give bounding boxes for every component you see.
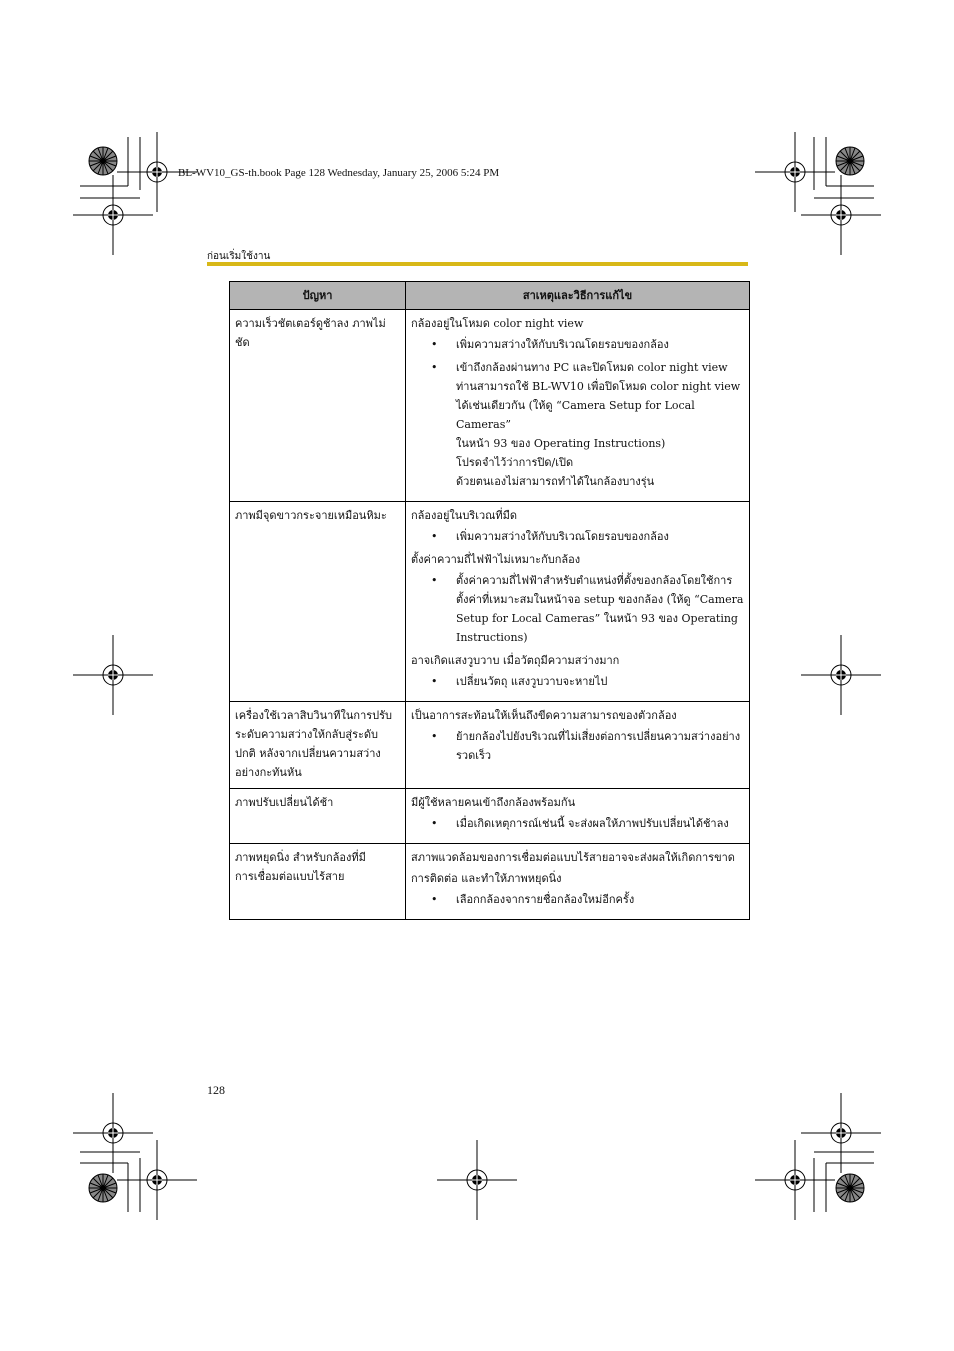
crosshair-icon — [801, 175, 881, 255]
cause-text: กล้องอยู่ในโหมด color night view — [411, 317, 584, 330]
fix-list — [411, 672, 744, 691]
crosshair-icon — [801, 1093, 881, 1173]
fix-text-line: เพิ่มความสว่างให้กับบริเวณโดยรอบของกล้อง — [456, 530, 669, 543]
cause-text: มีผู้ใช้หลายคนเข้าถึงกล้องพร้อมกัน — [411, 796, 576, 809]
solution-cell — [406, 310, 750, 502]
fix-text-line: เข้าถึงกล้องผ่านทาง PC และปิดโหมด color night view — [456, 361, 728, 374]
crosshair-icon — [73, 1093, 153, 1173]
problem-text: ภาพปรับเปลี่ยนได้ช้า — [235, 796, 334, 809]
cause-text: อาจเกิดแสงวูบวาบ เมื่อวัตถุมีความสว่างมาก — [411, 654, 620, 667]
page-number: 128 — [207, 1083, 225, 1097]
list-item — [411, 571, 744, 647]
problem-text-line: ระดับความสว่างให้กลับสู่ระดับ — [235, 728, 379, 741]
list-item — [411, 727, 744, 765]
fix-text-line: เมื่อเกิดเหตุการณ์เช่นนี้ จะส่งผลให้ภาพปรับเปลี่ยนได้ช้าลง — [456, 817, 729, 830]
bullet-icon: • — [431, 574, 438, 587]
problem-text-line: เครื่องใช้เวลาสิบวินาทีในการปรับ — [235, 709, 393, 722]
crosshair-icon — [437, 1140, 517, 1220]
problem-cell — [230, 844, 406, 920]
fix-text-line: ได้เช่นเดียวกัน (ให้ดู “Camera Setup for Local Cameras” — [456, 399, 695, 431]
star-target-icon — [836, 1174, 864, 1202]
bullet-icon: • — [431, 675, 438, 688]
table-row — [230, 310, 750, 502]
list-item — [411, 672, 744, 691]
table-header-row — [230, 282, 750, 310]
bullet-icon: • — [431, 730, 438, 743]
problem-text: ความเร็วชัตเตอร์ดูช้าลง ภาพไม่ชัด — [235, 317, 386, 349]
fix-text-line: ด้วยตนเองไม่สามารถทำได้ในกล้องบางรุ่น — [456, 475, 655, 488]
fix-text-line: Setup for Local Cameras” ในหน้า 93 ของ Operating — [456, 612, 738, 625]
print-info: BL-WV10_GS-th.book Page 128 Wednesday, January 25, 2006 5:24 PM — [178, 167, 500, 179]
fix-text-line: ตั้งค่าความถี่ไฟฟ้าสำหรับตำแหน่งที่ตั้งของกล้องโดยใช้การ — [456, 574, 733, 587]
bullet-icon: • — [431, 817, 438, 830]
column-header-solution: สาเหตุและวิธีการแก้ไข — [406, 282, 750, 310]
crosshair-icon — [73, 175, 153, 255]
list-item — [411, 814, 744, 833]
cause-text: ตั้งค่าความถี่ไฟฟ้าไม่เหมาะกับกล้อง — [411, 553, 581, 566]
fix-text-line: รวดเร็ว — [456, 749, 492, 762]
table-row — [230, 502, 750, 702]
list-item — [411, 890, 744, 909]
fix-list — [411, 727, 744, 765]
problem-text-line: ภาพหยุดนิ่ง สำหรับกล้องที่มี — [235, 851, 366, 864]
fix-list — [411, 335, 744, 491]
problem-text-line: การเชื่อมต่อแบบไร้สาย — [235, 870, 345, 883]
fix-list — [411, 571, 744, 647]
cause-text: สภาพแวดล้อมของการเชื่อมต่อแบบไร้สายอาจจะส่งผลให้เกิดการขาด — [411, 851, 735, 864]
solution-cell — [406, 502, 750, 702]
fix-text-line: ตั้งค่าที่เหมาะสมในหน้าจอ setup ของกล้อง (ให้ดู “Camera — [456, 593, 744, 606]
list-item — [411, 335, 744, 354]
fix-text-line: เปลี่ยนวัตถุ แสงวูบวาบจะหายไป — [456, 675, 608, 688]
problem-text: ภาพมีจุดขาวกระจายเหมือนหิมะ — [235, 509, 387, 522]
table-row — [230, 702, 750, 789]
fix-list — [411, 814, 744, 833]
fix-text-line: ในหน้า 93 ของ Operating Instructions) — [456, 437, 666, 450]
table-row — [230, 789, 750, 844]
table-row — [230, 844, 750, 920]
cause-text: กล้องอยู่ในบริเวณที่มืด — [411, 509, 517, 522]
bullet-icon: • — [431, 893, 438, 906]
crosshair-icon — [755, 132, 835, 212]
fix-text-line: ย้ายกล้องไปยังบริเวณที่ไม่เสี่ยงต่อการเปลี่ยนความสว่างอย่าง — [456, 730, 741, 743]
section-label: ก่อนเริ่มใช้งาน — [207, 251, 271, 262]
problem-text-line: ปกติ หลังจากเปลี่ยนความสว่าง — [235, 747, 381, 760]
solution-cell — [406, 844, 750, 920]
header-rule — [207, 262, 748, 266]
crosshair-icon — [73, 635, 153, 715]
star-target-icon — [89, 1174, 117, 1202]
problem-cell — [230, 502, 406, 702]
column-header-problem: ปัญหา — [230, 282, 406, 310]
fix-text-line: เลือกกล้องจากรายชื่อกล้องใหม่อีกครั้ง — [456, 893, 635, 906]
bullet-icon: • — [431, 530, 438, 543]
problem-text-line: อย่างกะทันหัน — [235, 766, 302, 779]
solution-cell — [406, 702, 750, 789]
star-target-icon — [836, 147, 864, 175]
star-target-icon — [89, 147, 117, 175]
cause-text: เป็นอาการสะท้อนให้เห็นถึงขีดความสามารถของตัวกล้อง — [411, 709, 677, 722]
list-item — [411, 527, 744, 546]
problem-cell — [230, 310, 406, 502]
bullet-icon: • — [431, 338, 438, 351]
fix-text-line: Instructions) — [456, 631, 528, 644]
bullet-icon: • — [431, 361, 438, 374]
fix-text-line: ท่านสามารถใช้ BL-WV10 เพื่อปิดโหมด color night view — [456, 380, 741, 393]
fix-text-line: โปรดจำไว้ว่าการปิด/เปิด — [456, 456, 574, 469]
crosshair-icon — [801, 635, 881, 715]
fix-text-line: เพิ่มความสว่างให้กับบริเวณโดยรอบของกล้อง — [456, 338, 669, 351]
problem-cell — [230, 789, 406, 844]
fix-list — [411, 890, 744, 909]
fix-list — [411, 527, 744, 546]
troubleshooting-table — [229, 281, 750, 920]
solution-cell — [406, 789, 750, 844]
list-item — [411, 358, 744, 491]
problem-cell — [230, 702, 406, 789]
cause-text: การติดต่อ และทำให้ภาพหยุดนิ่ง — [411, 872, 562, 885]
